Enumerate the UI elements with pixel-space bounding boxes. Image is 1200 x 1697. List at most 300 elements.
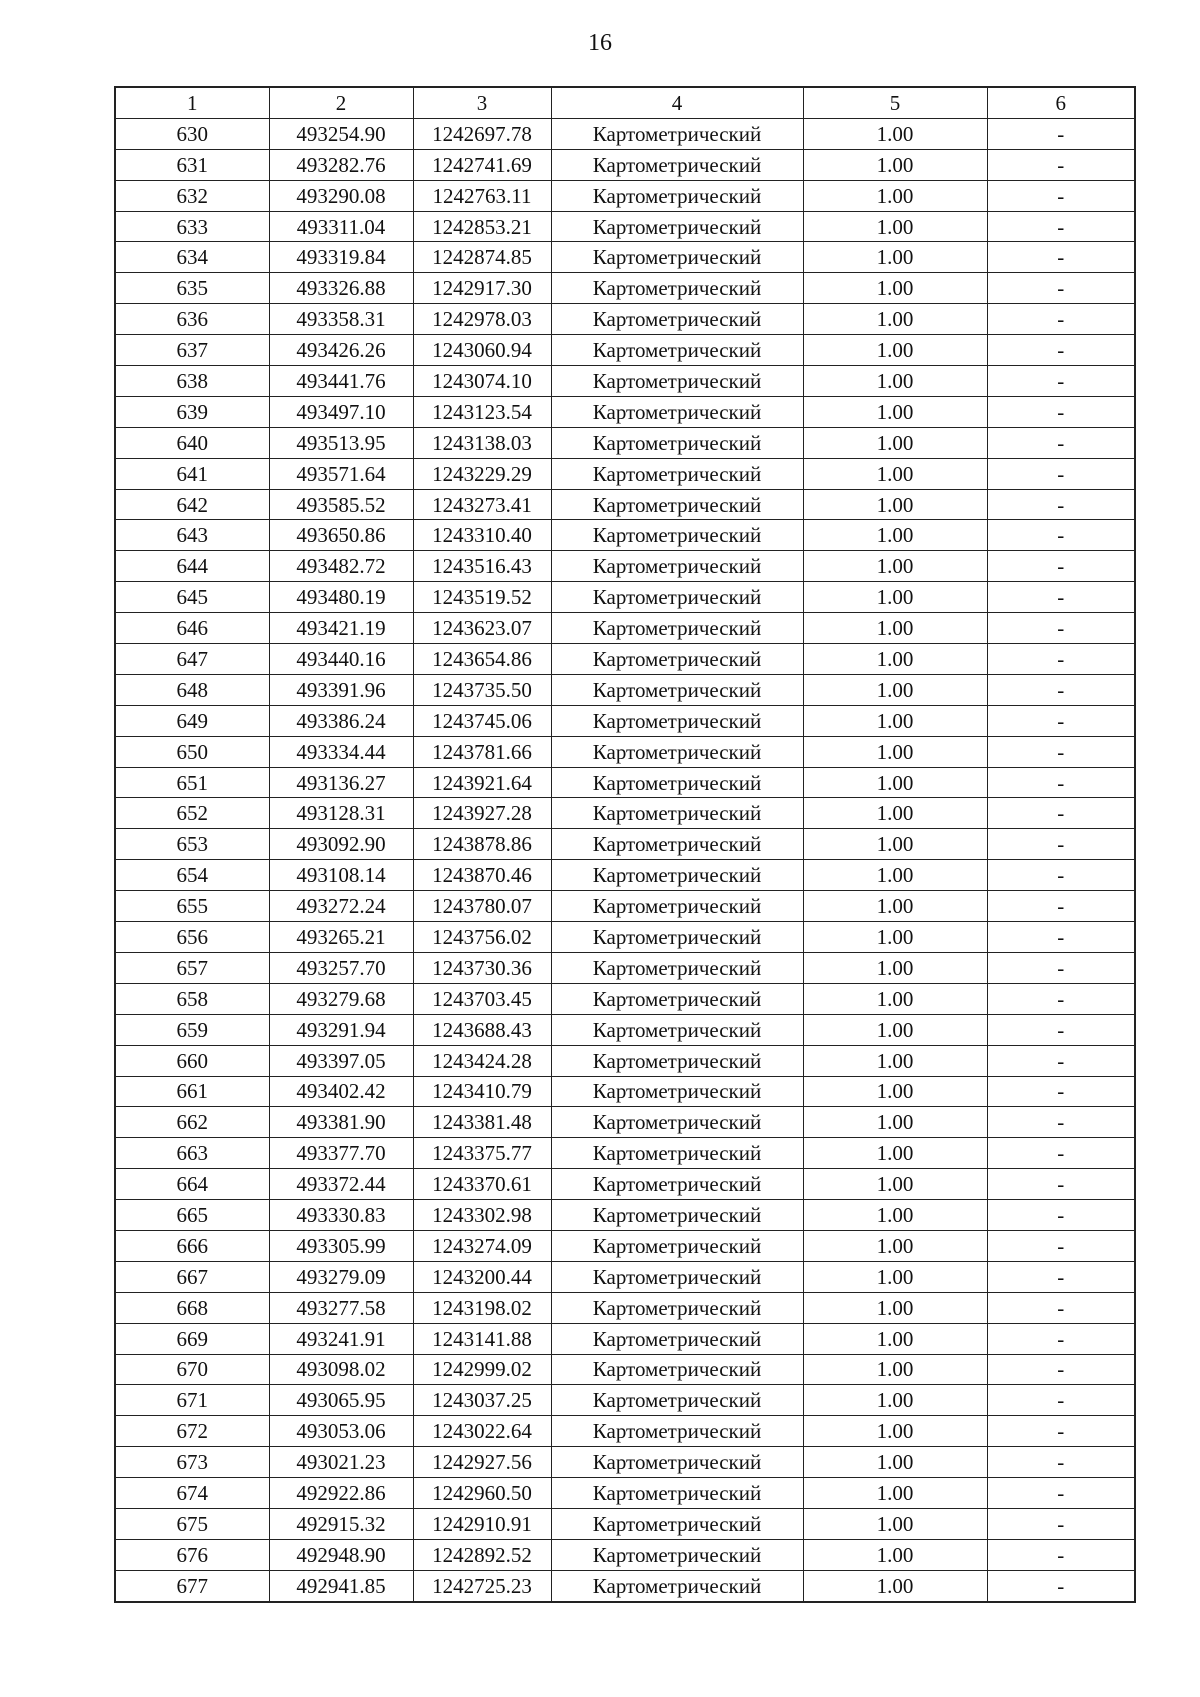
point-number-cell: 634 [115,242,269,273]
table-row [115,1076,1135,1107]
note-cell: - [987,1200,1135,1231]
y-coordinate-cell: 1243870.46 [413,860,551,891]
point-number-cell: 665 [115,1200,269,1231]
point-number-cell: 648 [115,674,269,705]
x-coordinate-cell: 493334.44 [269,736,413,767]
y-coordinate-cell: 1243516.43 [413,551,551,582]
accuracy-cell: 1.00 [803,242,987,273]
accuracy-cell: 1.00 [803,118,987,149]
x-coordinate-cell: 493272.24 [269,891,413,922]
point-number-cell: 659 [115,1014,269,1045]
point-number-cell: 631 [115,149,269,180]
note-cell: - [987,180,1135,211]
accuracy-cell: 1.00 [803,1508,987,1539]
point-number-cell: 677 [115,1570,269,1601]
y-coordinate-cell: 1243381.48 [413,1107,551,1138]
table-row [115,922,1135,953]
method-cell: Картометрический [551,458,803,489]
table-row [115,242,1135,273]
point-number-cell: 655 [115,891,269,922]
note-cell: - [987,1570,1135,1601]
x-coordinate-cell: 493386.24 [269,705,413,736]
point-number-cell: 644 [115,551,269,582]
accuracy-cell: 1.00 [803,1230,987,1261]
x-coordinate-cell: 493381.90 [269,1107,413,1138]
point-number-cell: 670 [115,1354,269,1385]
table-row [115,118,1135,149]
accuracy-cell: 1.00 [803,1385,987,1416]
point-number-cell: 668 [115,1292,269,1323]
point-number-cell: 673 [115,1447,269,1478]
y-coordinate-cell: 1243927.28 [413,798,551,829]
accuracy-cell: 1.00 [803,489,987,520]
coordinates-table [114,86,1136,1603]
x-coordinate-cell: 493330.83 [269,1200,413,1231]
method-cell: Картометрический [551,1385,803,1416]
note-cell: - [987,674,1135,705]
note-cell: - [987,1107,1135,1138]
table-row [115,520,1135,551]
y-coordinate-cell: 1242910.91 [413,1508,551,1539]
method-cell: Картометрический [551,829,803,860]
x-coordinate-cell: 493128.31 [269,798,413,829]
method-cell: Картометрический [551,1076,803,1107]
table-row [115,952,1135,983]
column-header: 1 [115,87,269,118]
point-number-cell: 642 [115,489,269,520]
table-row [115,674,1135,705]
method-cell: Картометрический [551,396,803,427]
method-cell: Картометрический [551,705,803,736]
accuracy-cell: 1.00 [803,149,987,180]
x-coordinate-cell: 493391.96 [269,674,413,705]
y-coordinate-cell: 1242763.11 [413,180,551,211]
y-coordinate-cell: 1242741.69 [413,149,551,180]
note-cell: - [987,118,1135,149]
table-row [115,211,1135,242]
table-row [115,582,1135,613]
table-row [115,736,1135,767]
point-number-cell: 643 [115,520,269,551]
y-coordinate-cell: 1242892.52 [413,1539,551,1570]
note-cell: - [987,1508,1135,1539]
note-cell: - [987,922,1135,953]
method-cell: Картометрический [551,798,803,829]
x-coordinate-cell: 493279.09 [269,1261,413,1292]
x-coordinate-cell: 493136.27 [269,767,413,798]
accuracy-cell: 1.00 [803,1045,987,1076]
table-row [115,1045,1135,1076]
x-coordinate-cell: 493377.70 [269,1138,413,1169]
y-coordinate-cell: 1243781.66 [413,736,551,767]
y-coordinate-cell: 1242917.30 [413,273,551,304]
accuracy-cell: 1.00 [803,1539,987,1570]
table-row [115,551,1135,582]
note-cell: - [987,211,1135,242]
note-cell: - [987,613,1135,644]
table-row [115,1539,1135,1570]
method-cell: Картометрический [551,1478,803,1509]
accuracy-cell: 1.00 [803,1261,987,1292]
table-row [115,1416,1135,1447]
accuracy-cell: 1.00 [803,952,987,983]
x-coordinate-cell: 493441.76 [269,366,413,397]
column-header: 3 [413,87,551,118]
x-coordinate-cell: 493257.70 [269,952,413,983]
y-coordinate-cell: 1243138.03 [413,427,551,458]
accuracy-cell: 1.00 [803,674,987,705]
table-row [115,767,1135,798]
table-row [115,860,1135,891]
accuracy-cell: 1.00 [803,335,987,366]
accuracy-cell: 1.00 [803,1570,987,1601]
method-cell: Картометрический [551,1107,803,1138]
method-cell: Картометрический [551,1570,803,1601]
table-row [115,304,1135,335]
table-row [115,1292,1135,1323]
x-coordinate-cell: 493358.31 [269,304,413,335]
method-cell: Картометрический [551,736,803,767]
x-coordinate-cell: 493277.58 [269,1292,413,1323]
note-cell: - [987,1230,1135,1261]
header-row [115,87,1135,118]
y-coordinate-cell: 1243370.61 [413,1169,551,1200]
table-row [115,613,1135,644]
x-coordinate-cell: 493290.08 [269,180,413,211]
note-cell: - [987,582,1135,613]
point-number-cell: 674 [115,1478,269,1509]
method-cell: Картометрический [551,211,803,242]
y-coordinate-cell: 1243060.94 [413,335,551,366]
point-number-cell: 666 [115,1230,269,1261]
y-coordinate-cell: 1242725.23 [413,1570,551,1601]
point-number-cell: 647 [115,644,269,675]
accuracy-cell: 1.00 [803,922,987,953]
y-coordinate-cell: 1243141.88 [413,1323,551,1354]
note-cell: - [987,335,1135,366]
y-coordinate-cell: 1243878.86 [413,829,551,860]
x-coordinate-cell: 493311.04 [269,211,413,242]
table-row [115,458,1135,489]
note-cell: - [987,551,1135,582]
note-cell: - [987,1447,1135,1478]
table-row [115,1107,1135,1138]
accuracy-cell: 1.00 [803,736,987,767]
table-row [115,1354,1135,1385]
x-coordinate-cell: 493319.84 [269,242,413,273]
note-cell: - [987,1292,1135,1323]
point-number-cell: 632 [115,180,269,211]
x-coordinate-cell: 493426.26 [269,335,413,366]
point-number-cell: 638 [115,366,269,397]
point-number-cell: 657 [115,952,269,983]
note-cell: - [987,767,1135,798]
table-row [115,1169,1135,1200]
method-cell: Картометрический [551,1416,803,1447]
table-row [115,180,1135,211]
accuracy-cell: 1.00 [803,705,987,736]
accuracy-cell: 1.00 [803,520,987,551]
x-coordinate-cell: 493092.90 [269,829,413,860]
method-cell: Картометрический [551,489,803,520]
point-number-cell: 676 [115,1539,269,1570]
method-cell: Картометрический [551,1230,803,1261]
method-cell: Картометрический [551,149,803,180]
accuracy-cell: 1.00 [803,1354,987,1385]
accuracy-cell: 1.00 [803,983,987,1014]
point-number-cell: 671 [115,1385,269,1416]
point-number-cell: 650 [115,736,269,767]
point-number-cell: 635 [115,273,269,304]
point-number-cell: 667 [115,1261,269,1292]
method-cell: Картометрический [551,1261,803,1292]
table-row [115,1230,1135,1261]
y-coordinate-cell: 1242874.85 [413,242,551,273]
x-coordinate-cell: 492922.86 [269,1478,413,1509]
x-coordinate-cell: 492915.32 [269,1508,413,1539]
y-coordinate-cell: 1243921.64 [413,767,551,798]
note-cell: - [987,273,1135,304]
x-coordinate-cell: 493326.88 [269,273,413,304]
y-coordinate-cell: 1243730.36 [413,952,551,983]
y-coordinate-cell: 1243310.40 [413,520,551,551]
y-coordinate-cell: 1243519.52 [413,582,551,613]
table-body [115,118,1135,1601]
note-cell: - [987,1045,1135,1076]
method-cell: Картометрический [551,427,803,458]
y-coordinate-cell: 1243022.64 [413,1416,551,1447]
y-coordinate-cell: 1243302.98 [413,1200,551,1231]
accuracy-cell: 1.00 [803,1416,987,1447]
accuracy-cell: 1.00 [803,427,987,458]
point-number-cell: 639 [115,396,269,427]
point-number-cell: 645 [115,582,269,613]
y-coordinate-cell: 1243273.41 [413,489,551,520]
method-cell: Картометрический [551,1045,803,1076]
table-row [115,366,1135,397]
note-cell: - [987,1076,1135,1107]
method-cell: Картометрический [551,1169,803,1200]
y-coordinate-cell: 1243424.28 [413,1045,551,1076]
table-row [115,1447,1135,1478]
table-row [115,1478,1135,1509]
point-number-cell: 656 [115,922,269,953]
table-row [115,983,1135,1014]
table-row [115,1200,1135,1231]
x-coordinate-cell: 493482.72 [269,551,413,582]
method-cell: Картометрический [551,613,803,644]
method-cell: Картометрический [551,582,803,613]
x-coordinate-cell: 493265.21 [269,922,413,953]
accuracy-cell: 1.00 [803,1292,987,1323]
note-cell: - [987,458,1135,489]
note-cell: - [987,644,1135,675]
method-cell: Картометрический [551,551,803,582]
point-number-cell: 651 [115,767,269,798]
table-row [115,705,1135,736]
point-number-cell: 652 [115,798,269,829]
method-cell: Картометрический [551,1447,803,1478]
method-cell: Картометрический [551,860,803,891]
y-coordinate-cell: 1242927.56 [413,1447,551,1478]
note-cell: - [987,952,1135,983]
y-coordinate-cell: 1242978.03 [413,304,551,335]
x-coordinate-cell: 493291.94 [269,1014,413,1045]
x-coordinate-cell: 493440.16 [269,644,413,675]
x-coordinate-cell: 493279.68 [269,983,413,1014]
method-cell: Картометрический [551,1200,803,1231]
accuracy-cell: 1.00 [803,1076,987,1107]
note-cell: - [987,1169,1135,1200]
point-number-cell: 660 [115,1045,269,1076]
table-header [115,87,1135,118]
x-coordinate-cell: 493372.44 [269,1169,413,1200]
x-coordinate-cell: 493480.19 [269,582,413,613]
y-coordinate-cell: 1243375.77 [413,1138,551,1169]
point-number-cell: 675 [115,1508,269,1539]
point-number-cell: 646 [115,613,269,644]
note-cell: - [987,1014,1135,1045]
y-coordinate-cell: 1243274.09 [413,1230,551,1261]
table-row [115,1138,1135,1169]
accuracy-cell: 1.00 [803,551,987,582]
y-coordinate-cell: 1243123.54 [413,396,551,427]
method-cell: Картометрический [551,180,803,211]
accuracy-cell: 1.00 [803,396,987,427]
point-number-cell: 636 [115,304,269,335]
note-cell: - [987,366,1135,397]
y-coordinate-cell: 1243074.10 [413,366,551,397]
note-cell: - [987,304,1135,335]
x-coordinate-cell: 493402.42 [269,1076,413,1107]
x-coordinate-cell: 493513.95 [269,427,413,458]
y-coordinate-cell: 1243229.29 [413,458,551,489]
accuracy-cell: 1.00 [803,1014,987,1045]
point-number-cell: 663 [115,1138,269,1169]
x-coordinate-cell: 493585.52 [269,489,413,520]
note-cell: - [987,242,1135,273]
accuracy-cell: 1.00 [803,1107,987,1138]
method-cell: Картометрический [551,520,803,551]
method-cell: Картометрический [551,891,803,922]
note-cell: - [987,1385,1135,1416]
note-cell: - [987,891,1135,922]
point-number-cell: 661 [115,1076,269,1107]
x-coordinate-cell: 493571.64 [269,458,413,489]
accuracy-cell: 1.00 [803,767,987,798]
accuracy-cell: 1.00 [803,860,987,891]
y-coordinate-cell: 1243654.86 [413,644,551,675]
method-cell: Картометрический [551,1138,803,1169]
table-row [115,798,1135,829]
x-coordinate-cell: 493421.19 [269,613,413,644]
y-coordinate-cell: 1243703.45 [413,983,551,1014]
accuracy-cell: 1.00 [803,180,987,211]
note-cell: - [987,829,1135,860]
method-cell: Картометрический [551,922,803,953]
table-row [115,427,1135,458]
x-coordinate-cell: 493065.95 [269,1385,413,1416]
note-cell: - [987,1539,1135,1570]
y-coordinate-cell: 1243756.02 [413,922,551,953]
accuracy-cell: 1.00 [803,304,987,335]
column-header: 4 [551,87,803,118]
method-cell: Картометрический [551,1354,803,1385]
y-coordinate-cell: 1243198.02 [413,1292,551,1323]
accuracy-cell: 1.00 [803,582,987,613]
point-number-cell: 662 [115,1107,269,1138]
point-number-cell: 641 [115,458,269,489]
point-number-cell: 658 [115,983,269,1014]
note-cell: - [987,1354,1135,1385]
table-row [115,273,1135,304]
accuracy-cell: 1.00 [803,798,987,829]
method-cell: Картометрический [551,118,803,149]
note-cell: - [987,520,1135,551]
accuracy-cell: 1.00 [803,644,987,675]
column-header: 6 [987,87,1135,118]
x-coordinate-cell: 493254.90 [269,118,413,149]
y-coordinate-cell: 1243745.06 [413,705,551,736]
point-number-cell: 637 [115,335,269,366]
table-row [115,891,1135,922]
table-row [115,829,1135,860]
table-row [115,1385,1135,1416]
method-cell: Картометрический [551,1508,803,1539]
method-cell: Картометрический [551,952,803,983]
method-cell: Картометрический [551,1323,803,1354]
point-number-cell: 630 [115,118,269,149]
table-row [115,644,1135,675]
note-cell: - [987,1416,1135,1447]
x-coordinate-cell: 493397.05 [269,1045,413,1076]
method-cell: Картометрический [551,644,803,675]
method-cell: Картометрический [551,983,803,1014]
point-number-cell: 649 [115,705,269,736]
method-cell: Картометрический [551,674,803,705]
accuracy-cell: 1.00 [803,891,987,922]
accuracy-cell: 1.00 [803,273,987,304]
point-number-cell: 640 [115,427,269,458]
table-row [115,1014,1135,1045]
table-row [115,1570,1135,1601]
method-cell: Картометрический [551,1539,803,1570]
y-coordinate-cell: 1243200.44 [413,1261,551,1292]
accuracy-cell: 1.00 [803,1478,987,1509]
note-cell: - [987,1323,1135,1354]
page-number: 16 [588,30,612,56]
y-coordinate-cell: 1243735.50 [413,674,551,705]
accuracy-cell: 1.00 [803,1323,987,1354]
point-number-cell: 633 [115,211,269,242]
x-coordinate-cell: 493053.06 [269,1416,413,1447]
method-cell: Картометрический [551,1292,803,1323]
point-number-cell: 653 [115,829,269,860]
method-cell: Картометрический [551,273,803,304]
method-cell: Картометрический [551,242,803,273]
accuracy-cell: 1.00 [803,366,987,397]
x-coordinate-cell: 493650.86 [269,520,413,551]
y-coordinate-cell: 1243623.07 [413,613,551,644]
accuracy-cell: 1.00 [803,829,987,860]
y-coordinate-cell: 1243688.43 [413,1014,551,1045]
y-coordinate-cell: 1242960.50 [413,1478,551,1509]
point-number-cell: 654 [115,860,269,891]
note-cell: - [987,1478,1135,1509]
y-coordinate-cell: 1242999.02 [413,1354,551,1385]
accuracy-cell: 1.00 [803,613,987,644]
accuracy-cell: 1.00 [803,458,987,489]
